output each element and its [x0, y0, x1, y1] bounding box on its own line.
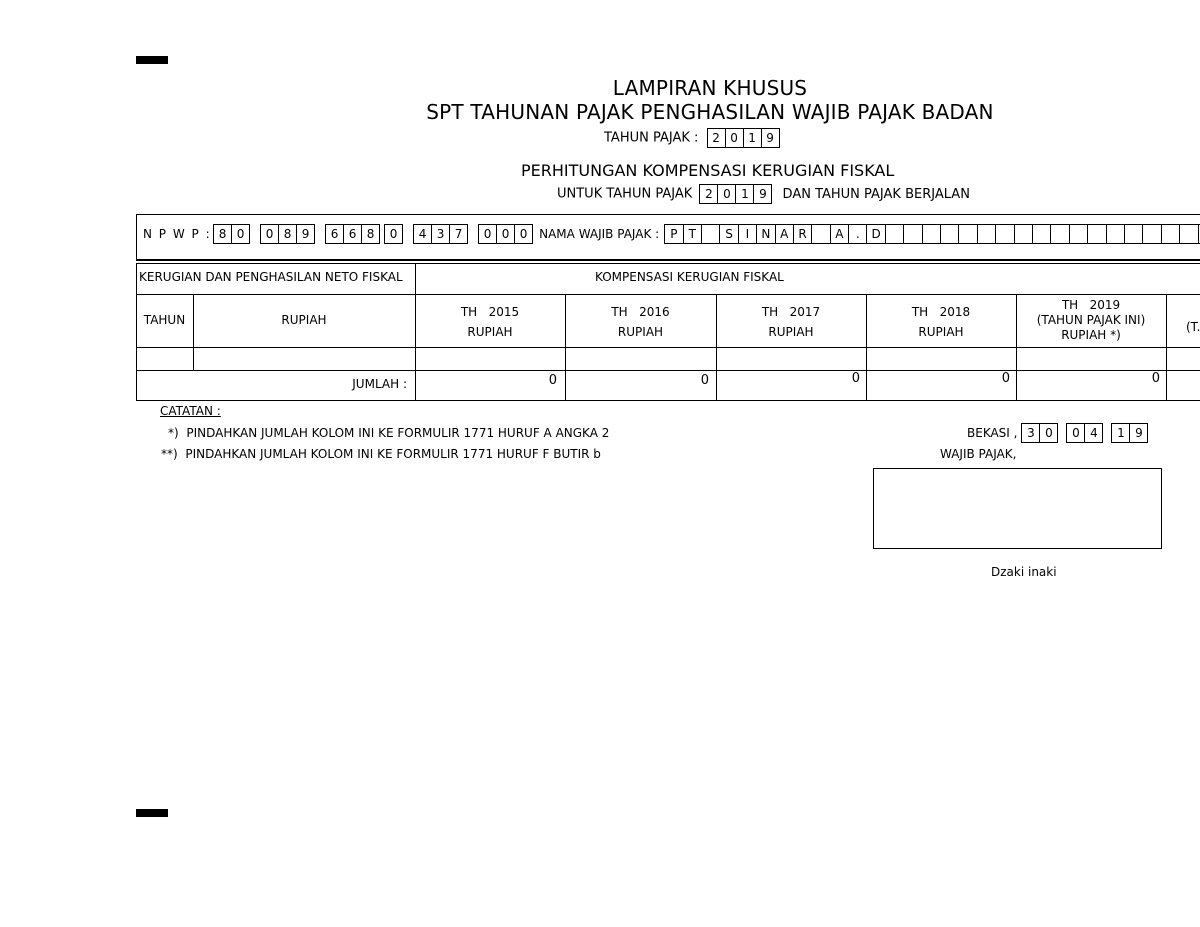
signature-box [873, 468, 1162, 549]
table-header-divider [136, 294, 1200, 295]
registration-mark-bottom [136, 809, 168, 817]
jumlah-2019: 0 [1151, 371, 1160, 386]
npwp-group-6 [478, 224, 533, 244]
col-header-2019: TH 2019 (TAHUN PAJAK INI) RUPIAH *) [1036, 298, 1146, 342]
digit-box: 3 [431, 225, 449, 243]
name-char-box: . [848, 225, 866, 243]
name-char-box [1087, 225, 1105, 243]
jumlah-2016: 0 [700, 373, 709, 388]
name-char-box [1124, 225, 1142, 243]
digit-box: 0 [1072, 426, 1080, 440]
form-subtitle: SPT TAHUNAN PAJAK PENGHASILAN WAJIB PAJAK BADAN [426, 100, 994, 124]
nama-wajib-pajak-boxes [664, 224, 1200, 244]
name-char-box: R [793, 225, 811, 243]
digit-box: 7 [449, 225, 467, 243]
digit-box: 0 [717, 185, 735, 203]
wajib-pajak-label: WAJIB PAJAK, [940, 447, 1017, 461]
col-divider-2019 [1166, 294, 1167, 400]
digit-box: 1 [735, 185, 753, 203]
name-char-box [1014, 225, 1032, 243]
name-char-box: P [670, 227, 678, 241]
tahun-pajak-label: TAHUN PAJAK : [604, 130, 699, 146]
name-char-box [995, 225, 1013, 243]
digit-box: 0 [231, 225, 249, 243]
name-char-box [1161, 225, 1179, 243]
digit-box: 0 [389, 227, 398, 241]
name-char-box: I [738, 225, 756, 243]
digit-box: 3 [1027, 426, 1035, 440]
name-char-box: T [683, 225, 701, 243]
left-header: KERUGIAN DAN PENGHASILAN NETO FISKAL [139, 270, 403, 284]
date-year [1111, 423, 1148, 443]
col-header-2017: TH 2017 RUPIAH [761, 305, 821, 339]
tahun-pajak-digits [707, 128, 780, 148]
registration-mark-top [136, 56, 168, 64]
jumlah-2018: 0 [1001, 371, 1010, 386]
name-char-box [1050, 225, 1068, 243]
digit-box: 9 [1129, 424, 1147, 442]
npwp-group-1 [213, 224, 250, 244]
col-header-2015: TH 2015 RUPIAH [460, 305, 520, 339]
col-header-2018: TH 2018 RUPIAH [911, 305, 971, 339]
section-title: PERHITUNGAN KOMPENSASI KERUGIAN FISKAL [521, 161, 895, 180]
digit-box: 0 [725, 129, 743, 147]
digit-box: 8 [278, 225, 296, 243]
place-label: BEKASI , [967, 426, 1018, 440]
note-1: *) PINDAHKAN JUMLAH KOLOM INI KE FORMULIR 1771 HURUF A ANGKA 2 [168, 426, 610, 440]
col-header-cut: (T. [1186, 320, 1200, 334]
digit-box: 0 [1039, 424, 1057, 442]
table-header-bottom [136, 347, 1200, 348]
name-char-box: N [756, 225, 774, 243]
name-char-box: A [775, 225, 793, 243]
digit-box: 9 [753, 185, 771, 203]
name-char-box [922, 225, 940, 243]
name-char-box [1069, 225, 1087, 243]
digit-box: 8 [361, 225, 379, 243]
npwp-group-5 [413, 224, 468, 244]
right-header: KOMPENSASI KERUGIAN FISKAL [595, 270, 784, 284]
name-char-box [1032, 225, 1050, 243]
digit-box: 0 [496, 225, 514, 243]
name-char-box [885, 225, 903, 243]
name-char-box [1179, 225, 1197, 243]
col-header-tahun: TAHUN [143, 313, 186, 327]
npwp-label: N P W P : [143, 227, 212, 241]
col-header-rupiah: RUPIAH [281, 313, 327, 327]
name-char-box [701, 225, 719, 243]
npwp-group-3 [325, 224, 380, 244]
digit-box: 0 [265, 227, 274, 241]
untuk-tahun-row [557, 184, 970, 204]
digit-box: 1 [1117, 426, 1125, 440]
form-title: LAMPIRAN KHUSUS [612, 76, 808, 100]
date-day [1021, 423, 1058, 443]
digit-box: 8 [218, 227, 227, 241]
name-char-box [940, 225, 958, 243]
digit-box: 1 [743, 129, 761, 147]
signer-name: Dzaki inaki [991, 565, 1057, 579]
berjalan-label: DAN TAHUN PAJAK BERJALAN [782, 186, 970, 202]
npwp-group-2 [260, 224, 315, 244]
jumlah-2015: 0 [548, 373, 557, 388]
name-char-box [1142, 225, 1160, 243]
digit-box: 6 [343, 225, 361, 243]
digit-box: 2 [705, 187, 713, 201]
digit-box: 0 [514, 225, 532, 243]
jumlah-label: JUMLAH : [352, 377, 407, 391]
digit-box: 4 [1084, 424, 1102, 442]
name-char-box [958, 225, 976, 243]
name-char-box [1106, 225, 1124, 243]
digit-box: 2 [712, 131, 720, 145]
note-2: **) PINDAHKAN JUMLAH KOLOM INI KE FORMULIR 1771 HURUF F BUTIR b [161, 447, 601, 461]
catatan-label: CATATAN : [160, 404, 221, 418]
untuk-label: UNTUK TAHUN PAJAK [557, 186, 693, 202]
date-month [1066, 423, 1103, 443]
digit-box: 6 [330, 227, 339, 241]
col-divider-tahun [193, 294, 194, 370]
digit-box: 9 [296, 225, 314, 243]
table-border-top [136, 263, 1200, 264]
table-jumlah-bottom [136, 400, 1200, 401]
digit-box: 9 [761, 129, 779, 147]
col-header-2016: TH 2016 RUPIAH [611, 305, 670, 339]
digit-box: 4 [418, 227, 427, 241]
name-char-box [811, 225, 829, 243]
name-char-box [903, 225, 921, 243]
name-char-box [977, 225, 995, 243]
digit-box: 0 [483, 227, 492, 241]
signature-date-row [967, 423, 1148, 443]
identity-row [143, 224, 1200, 244]
name-char-box: A [830, 225, 848, 243]
untuk-digits [699, 184, 772, 204]
jumlah-2017: 0 [851, 371, 860, 386]
name-char-box: S [719, 225, 737, 243]
name-char-box: D [866, 225, 884, 243]
tahun-pajak-row [604, 128, 780, 148]
npwp-group-4 [384, 224, 403, 244]
nama-wajib-pajak-label: NAMA WAJIB PAJAK : [539, 227, 660, 241]
